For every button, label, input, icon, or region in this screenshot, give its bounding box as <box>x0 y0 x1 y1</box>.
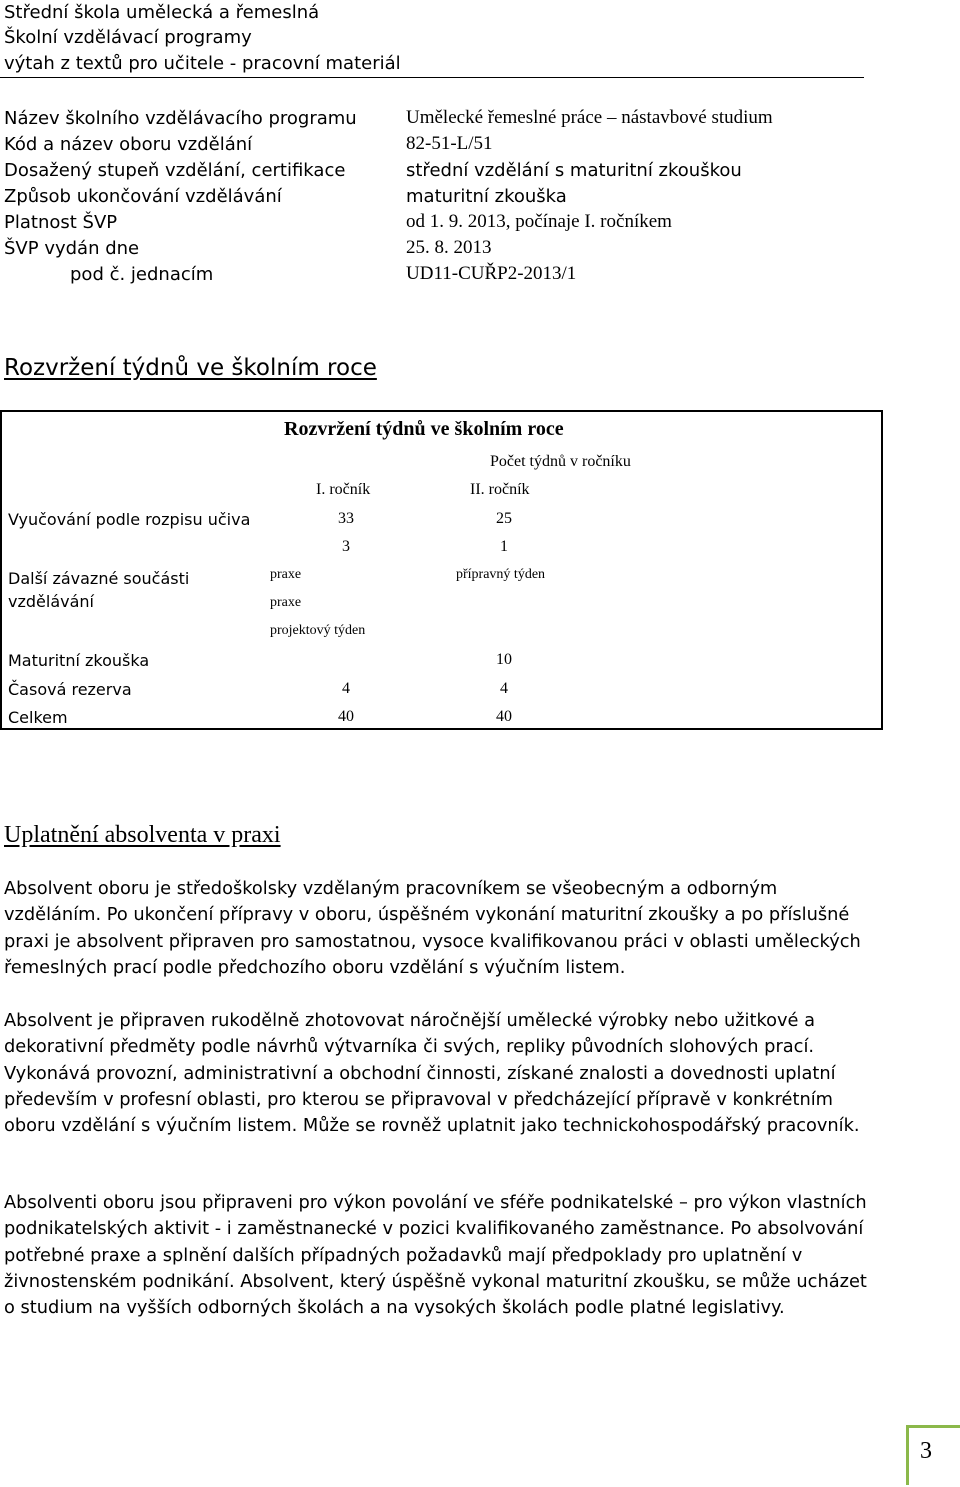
page-number: 3 <box>920 1438 932 1464</box>
table-subheader: Počet týdnů v ročníku <box>490 453 631 470</box>
header-programs: Školní vzdělávací programy <box>4 27 252 48</box>
info-label-program: Název školního vzdělávacího programu <box>4 108 357 129</box>
info-value-program: Umělecké řemeslné práce – nástavbové studium <box>406 107 773 128</box>
table-col-second-year: II. ročník <box>470 481 530 498</box>
row-label-other-1: Další závazné součásti <box>8 569 190 588</box>
info-label-level: Dosažený stupeň vzdělání, certifikace <box>4 160 346 181</box>
table-title: Rozvržení týdnů ve školním roce <box>284 418 564 440</box>
item-project-week: projektový týden <box>270 623 366 638</box>
info-label-reference: pod č. jednacím <box>70 264 214 285</box>
row-teaching-y1: 33 <box>338 510 354 527</box>
row-total-y1: 40 <box>338 708 354 725</box>
info-value-completion: maturitní zkouška <box>406 186 567 207</box>
page-number-frame <box>906 1425 960 1485</box>
info-value-validity: od 1. 9. 2013, počínaje I. ročníkem <box>406 211 672 232</box>
section-title-graduate: Uplatnění absolventa v praxi <box>4 822 281 848</box>
row-reserve-y2: 4 <box>500 680 508 697</box>
table-col-first-year: I. ročník <box>316 481 371 498</box>
info-label-issued: ŠVP vydán dne <box>4 238 140 259</box>
info-value-level: střední vzdělání s maturitní zkouškou <box>406 160 742 181</box>
row-total-y2: 40 <box>496 708 512 725</box>
header-school-name: Střední škola umělecká a řemeslná <box>4 2 320 23</box>
row-label-teaching: Vyučování podle rozpisu učiva <box>8 510 251 529</box>
row-extra-y2: 1 <box>500 538 508 555</box>
row-exam-y2: 10 <box>496 651 512 668</box>
header-rule <box>0 77 864 78</box>
item-preparatory-week: přípravný týden <box>456 567 546 582</box>
section-title-weeks: Rozvržení týdnů ve školním roce <box>4 355 377 381</box>
row-teaching-y2: 25 <box>496 510 512 527</box>
info-label-validity: Platnost ŠVP <box>4 212 118 233</box>
info-label-code: Kód a název oboru vzdělání <box>4 134 253 155</box>
paragraph-2: Absolvent je připraven rukodělně zhotovovat náročnější umělecké výrobky nebo užitkové a dekorativní předměty podle návrhů výtvarníka či svých, repliky původních slohových prací. Vykonává provozní, administrativní a obchodní činnosti, získané znalosti a dovednosti uplatní především v profesní oblasti, pro kterou se připravoval v předcházející přípravě v konkrétním oboru vzdělání s výučním listem. Může se rovněž uplatnit jako technickohospodářský pracovník. <box>4 1010 860 1137</box>
row-label-reserve: Časová rezerva <box>8 680 132 699</box>
item-practice-1: praxe <box>270 567 302 582</box>
paragraph-1: Absolvent oboru je středoškolsky vzdělaným pracovníkem se všeobecným a odborným vzděláním. Po ukončení přípravy v oboru, úspěšném vykonání maturitní zkoušky a po příslušné praxi je absolvent připraven pro samostatnou, vysoce kvalifikovanou práci v oblasti uměleckých řemeslných prací podle předchozího oboru vzdělání s výučním listem. <box>4 878 861 978</box>
paragraph-3: Absolventi oboru jsou připraveni pro výkon povolání ve sféře podnikatelské – pro výkon vlastních podnikatelských aktivit - i zaměstnanecké v pozici kvalifikovaného zaměstnance. Po absolvování potřebné praxe a splnění dalších případných požadavků mají předpoklady pro uplatnění v živnostenském podnikání. Absolvent, který úspěšně vykonal maturitní zkoušku, se může ucházet o studium na vyšších odborných školách a na vysokých školách podle platné legislativy. <box>4 1192 867 1319</box>
item-practice-2: praxe <box>270 595 302 610</box>
row-label-exam: Maturitní zkouška <box>8 651 150 670</box>
row-label-total: Celkem <box>8 708 68 727</box>
info-value-reference: UD11-CUŘP2-2013/1 <box>406 263 577 284</box>
info-value-issued: 25. 8. 2013 <box>406 237 492 258</box>
row-reserve-y1: 4 <box>342 680 350 697</box>
info-value-code: 82-51-L/51 <box>406 133 493 154</box>
info-label-completion: Způsob ukončování vzdělávání <box>4 186 282 207</box>
row-extra-y1: 3 <box>342 538 350 555</box>
row-label-other-2: vzdělávání <box>8 592 94 611</box>
header-subtitle: výtah z textů pro učitele - pracovní materiál <box>4 53 401 74</box>
